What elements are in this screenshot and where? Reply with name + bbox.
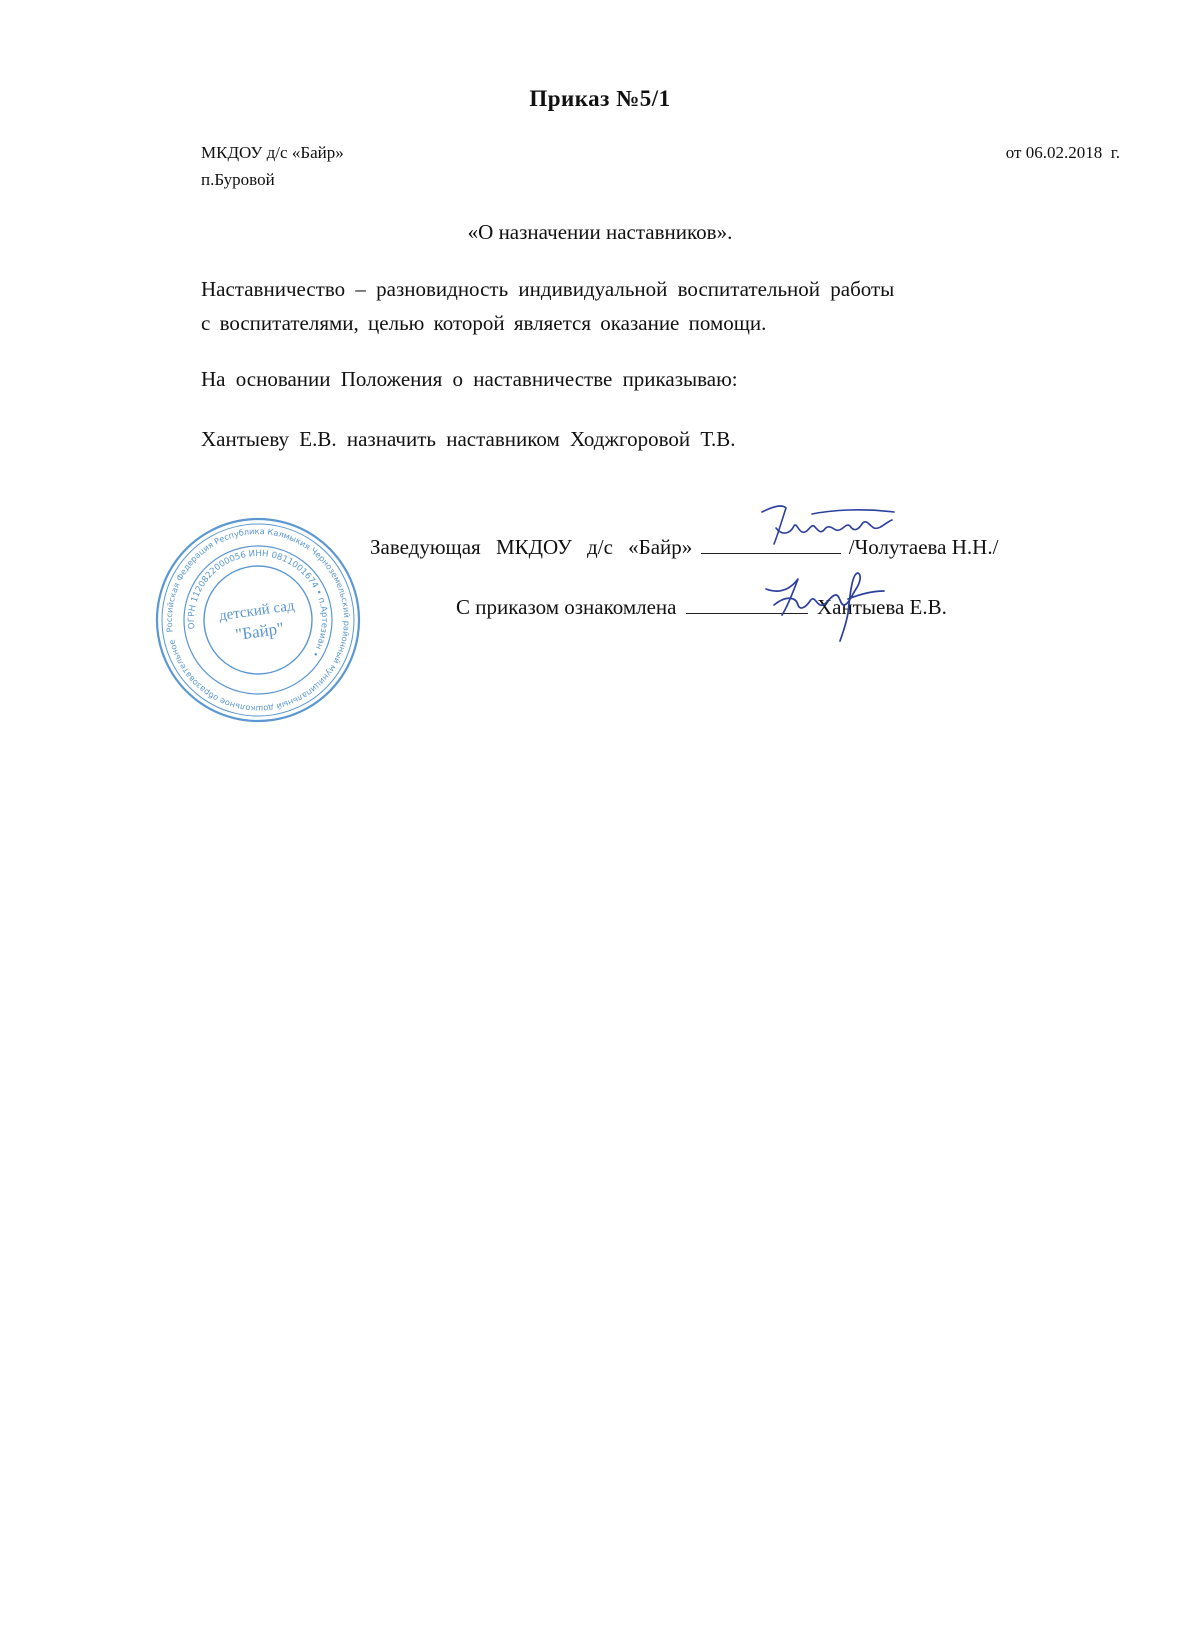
head-signature-row xyxy=(370,531,998,560)
official-stamp xyxy=(153,515,363,725)
paragraph-appointment: Хантыеву Е.В. назначить наставником Ходжгоровой Т.В. xyxy=(201,427,736,451)
stamp-center-text: детский сад xyxy=(218,597,296,625)
paragraph-line: Наставничество – разновидность индивидуальной воспитательной работы xyxy=(201,277,895,301)
stamp-inner-text: ОГРН 1120822000056 ИНН 0811001674 • п.Артезиан • xyxy=(186,548,330,659)
stamp-center-name: "Байр" xyxy=(234,618,286,645)
organization-name: МКДОУ д/с «Байр» xyxy=(201,143,344,162)
head-role: Заведующая МКДОУ д/с «Байр» xyxy=(370,535,693,559)
paragraph-line: с воспитателями, целью которой является оказание помощи. xyxy=(201,311,767,335)
organization-place: п.Буровой xyxy=(201,170,275,189)
order-date: от 06.02.2018 г. xyxy=(1005,143,1120,162)
stamp-outer-text: Российская Федерация Республика Калмыкия Черноземельский районный муниципальный дошкольное образовательное xyxy=(163,525,353,715)
order-title: Приказ №5/1 xyxy=(529,86,671,111)
acknowledgement-name: Хантыева Е.В. xyxy=(817,595,947,619)
order-subject: «О назначении наставников». xyxy=(467,220,733,244)
employee-handwritten-signature xyxy=(752,565,892,645)
paragraph-basis: На основании Положения о наставничестве приказываю: xyxy=(201,367,738,391)
head-name: /Чолутаева Н.Н./ xyxy=(848,535,999,559)
head-handwritten-signature xyxy=(752,500,902,560)
paragraph-definition xyxy=(201,272,1101,340)
acknowledgement-label: С приказом ознакомлена xyxy=(456,595,677,619)
